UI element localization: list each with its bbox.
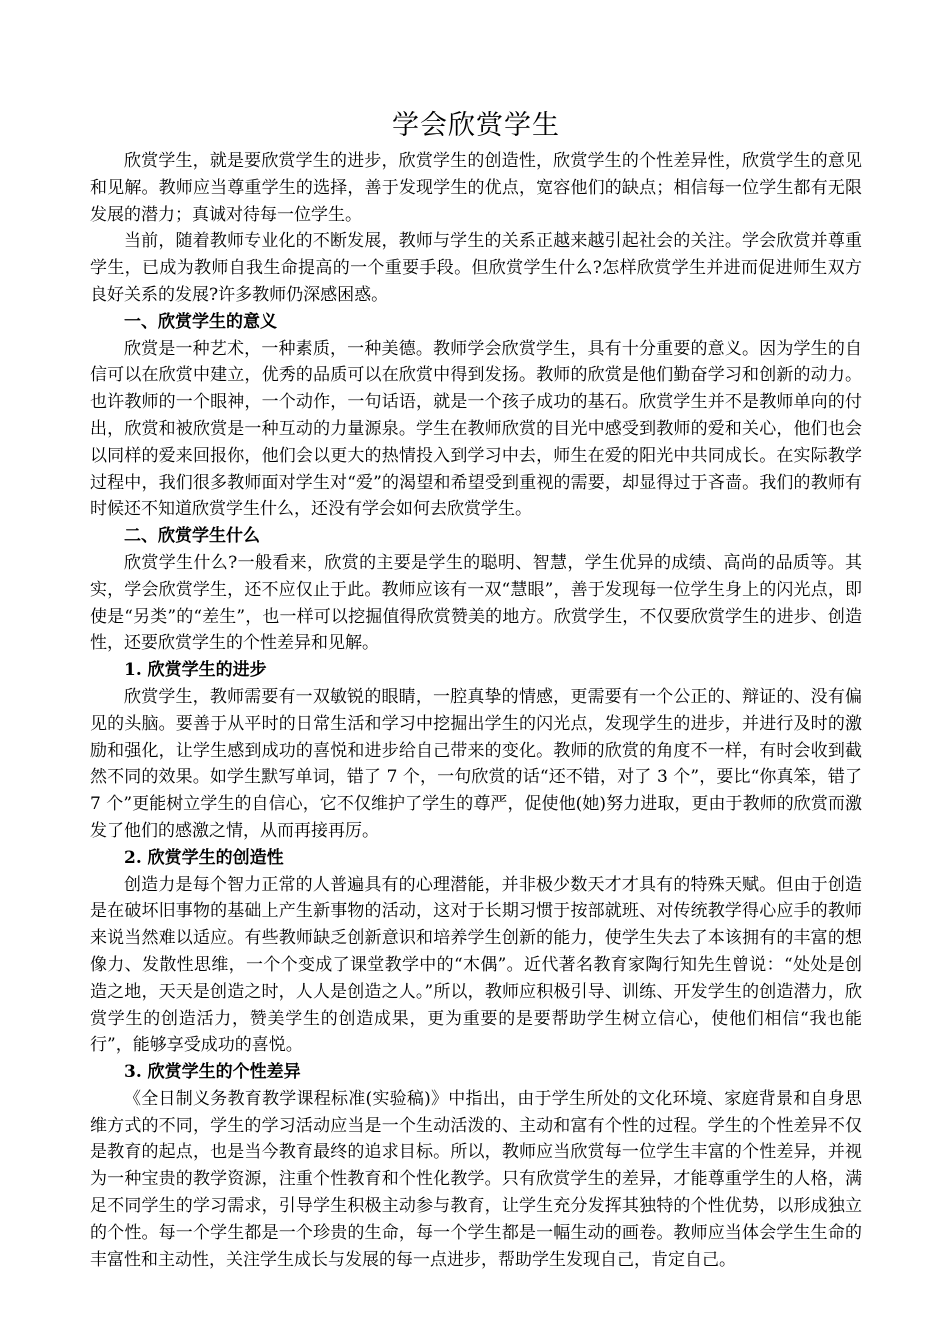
paragraph-what-to-appreciate: 欣赏学生什么?一般看来，欣赏的主要是学生的聪明、智慧，学生优异的成绩、高尚的品质等。其实，学会欣赏学生，还不应仅止于此。教师应该有一双“慧眼”，善于发现每一位学生身上的闪光点，即使是“另类”的“差生”，也一样可以挖掘值得欣赏赞美的地方。欣赏学生，不仅要欣赏学生的进步、创造性，还要欣赏学生的个性差异和见解。	[90, 552, 862, 654]
paragraph-creativity: 创造力是每个智力正常的人普遍具有的心理潜能，并非极少数天才才具有的特殊天赋。但由于创造是在破坏旧事物的基础上产生新事物的活动，这对于长期习惯于按部就班、对传统教学得心应手的教师来说当然难以适应。有些教师缺乏创新意识和培养学生创新的能力，使学生失去了本该拥有的丰富的想像力、发散性思维，一个个变成了课堂教学中的“木偶”。近代著名教育家陶行知先生曾说：“处处是创造之地，天天是创造之时，人人是创造之人。”所以，教师应积极引导、训练、开发学生的创造潜力，欣赏学生的创造活力，赞美学生的创造成果，更为重要的是要帮助学生树立信心，使他们相信“我也能行”，能够享受成功的喜悦。	[90, 874, 862, 1056]
paragraph-individual-differences: 《全日制义务教育教学课程标准(实验稿)》中指出，由于学生所处的文化环境、家庭背景和自身思维方式的不同，学生的学习活动应当是一个生动活泼的、主动和富有个性的过程。学生的个性差异不仅是教育的起点，也是当今教育最终的追求目标。所以，教师应当欣赏每一位学生丰富的个性差异，并视为一种宝贵的教学资源，注重个性教育和个性化教学。只有欣赏学生的差异，才能尊重学生的人格，满足不同学生的学习需求，引导学生积极主动参与教育，让学生充分发挥其独特的个性优势，以形成独立的个性。每一个学生都是一个珍贵的生命，每一个学生都是一幅生动的画卷。教师应当体会学生生命的丰富性和主动性，关注学生成长与发展的每一点进步，帮助学生发现自己，肯定自己。	[90, 1088, 862, 1270]
subsection-heading-2: 2. 欣赏学生的创造性	[124, 847, 284, 868]
subsection-heading-1: 1. 欣赏学生的进步	[124, 660, 267, 681]
paragraph-intro: 欣赏学生，就是要欣赏学生的进步，欣赏学生的创造性，欣赏学生的个性差异性，欣赏学生的意见和见解。教师应当尊重学生的选择，善于发现学生的优点，宽容他们的缺点；相信每一位学生都有无限发展的潜力；真诚对待每一位学生。	[90, 151, 862, 225]
document-title: 学会欣赏学生	[392, 110, 560, 141]
paragraph-significance: 欣赏是一种艺术，一种素质，一种美德。教师学会欣赏学生，具有十分重要的意义。因为学生的自信可以在欣赏中建立，优秀的品质可以在欣赏中得到发扬。教师的欣赏是他们勤奋学习和创新的动力。也许教师的一个眼神，一个动作，一句话语，就是一个孩子成功的基石。欣赏学生并不是教师单向的付出，欣赏和被欣赏是一种互动的力量源泉。学生在教师欣赏的目光中感受到教师的爱和关心，他们也会以同样的爱来回报你，他们会以更大的热情投入到学习中去，师生在爱的阳光中共同成长。在实际教学过程中，我们很多教师面对学生对“爱”的渴望和希望受到重视的需要，却显得过于吝啬。我们的教师有时候还不知道欣赏学生什么，还没有学会如何去欣赏学生。	[90, 338, 862, 520]
paragraph-context: 当前，随着教师专业化的不断发展，教师与学生的关系正越来越引起社会的关注。学会欣赏并尊重学生，已成为教师自我生命提高的一个重要手段。但欣赏学生什么?怎样欣赏学生并进而促进师生双方良好关系的发展?许多教师仍深感困惑。	[90, 231, 862, 305]
document-page	[90, 104, 862, 1273]
section-heading-2: 二、欣赏学生什么	[124, 526, 260, 547]
paragraph-progress: 欣赏学生，教师需要有一双敏锐的眼睛，一腔真挚的情感，更需要有一个公正的、辩证的、没有偏见的头脑。要善于从平时的日常生活和学习中挖掘出学生的闪光点，发现学生的进步，并进行及时的激励和强化，让学生感到成功的喜悦和进步给自己带来的变化。教师的欣赏的角度不一样，有时会收到截然不同的效果。如学生默写单词，错了 7 个，一句欣赏的话“还不错，对了 3 个”，要比“你真笨，错了 7 个”更能树立学生的自信心，它不仅维护了学生的尊严，促使他(她)努力进取，更由于教师的欣赏而激发了他们的感激之情，从而再接再厉。	[90, 686, 862, 841]
section-heading-1: 一、欣赏学生的意义	[124, 311, 277, 332]
subsection-heading-3: 3. 欣赏学生的个性差异	[124, 1062, 301, 1083]
